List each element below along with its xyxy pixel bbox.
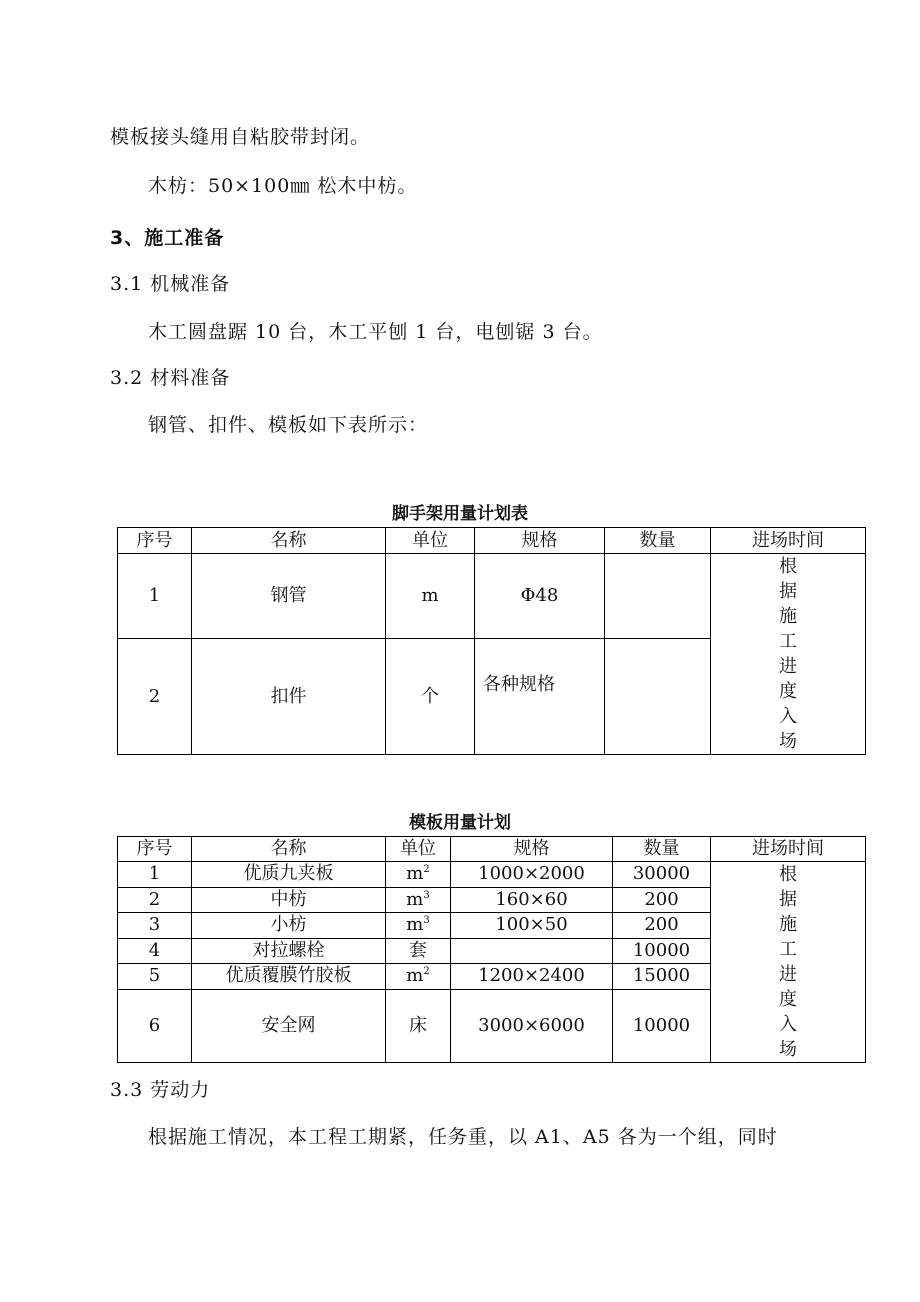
item-unit: 床 [386,989,451,1063]
item-qty: 200 [613,913,711,939]
item-qty: 30000 [613,862,711,888]
item-unit: $m^2$ [386,964,451,990]
header-cell: 进场时间 [711,837,866,862]
row-number: 1 [118,862,192,888]
paragraph-machinery: 木工圆盘踞 10 台，木工平刨 1 台，电刨锯 3 台。 [148,321,603,343]
header-cell: 进场时间 [711,528,866,554]
item-unit: $m^2$ [386,862,451,888]
item-name: 扣件 [192,639,386,755]
table1-title: 脚手架用量计划表 [392,504,528,524]
header-cell: 规格 [475,528,605,554]
item-qty [605,639,711,755]
item-name: 优质九夹板 [192,862,386,888]
header-cell: 单位 [386,837,451,862]
paragraph-labor: 根据施工情况，本工程工期紧，任务重，以 A1、A5 各为一个组，同时 [148,1126,778,1148]
subheading-machinery: 3.1 机械准备 [110,273,231,295]
item-spec: 1200×2400 [451,964,613,990]
table-header-row [118,528,866,554]
row-number: 2 [118,887,192,913]
paragraph-timber: 木枋：50×100㎜ 松木中枋。 [148,175,418,197]
row-number: 1 [118,554,192,639]
item-name: 钢管 [192,554,386,639]
header-cell: 规格 [451,837,613,862]
row-number: 2 [118,639,192,755]
item-spec: 1000×2000 [451,862,613,888]
item-qty: 200 [613,887,711,913]
header-cell: 单位 [386,528,475,554]
subheading-materials: 3.2 材料准备 [110,367,231,389]
table-row [118,862,866,888]
item-name: 小枋 [192,913,386,939]
row-number: 5 [118,964,192,990]
header-cell: 数量 [613,837,711,862]
section-heading-construction-prep: 3、施工准备 [110,227,225,249]
table-header-row [118,837,866,862]
table2-title: 模板用量计划 [409,813,511,833]
item-name: 对拉螺栓 [192,938,386,964]
table-row [118,554,866,639]
item-spec: 160×60 [451,887,613,913]
item-spec: Φ48 [475,554,605,639]
scaffold-table [117,527,866,755]
item-unit: $m^3$ [386,913,451,939]
item-unit: $m^3$ [386,887,451,913]
header-cell: 数量 [605,528,711,554]
header-cell: 序号 [118,837,192,862]
item-name: 中枋 [192,887,386,913]
item-name: 优质覆膜竹胶板 [192,964,386,990]
item-qty: 10000 [613,938,711,964]
formwork-table [117,836,866,1063]
item-qty [605,554,711,639]
entry-time-cell: 根 据 施 工 进 度 入 场 [711,554,866,755]
item-name: 安全网 [192,989,386,1063]
item-unit: 套 [386,938,451,964]
header-cell: 序号 [118,528,192,554]
header-cell: 名称 [192,837,386,862]
subheading-labor: 3.3 劳动力 [110,1079,211,1101]
header-cell: 名称 [192,528,386,554]
item-unit: 个 [386,639,475,755]
item-spec: 3000×6000 [451,989,613,1063]
item-qty: 10000 [613,989,711,1063]
row-number: 6 [118,989,192,1063]
item-spec [451,938,613,964]
entry-time-cell: 根 据 施 工 进 度 入 场 [711,862,866,1063]
item-spec: 各种规格 [475,639,605,755]
row-number: 4 [118,938,192,964]
paragraph-materials: 钢管、扣件、模板如下表所示： [148,414,429,436]
row-number: 3 [118,913,192,939]
paragraph-joint-tape: 模板接头缝用自粘胶带封闭。 [110,126,371,148]
item-unit: m [386,554,475,639]
item-qty: 15000 [613,964,711,990]
item-spec: 100×50 [451,913,613,939]
